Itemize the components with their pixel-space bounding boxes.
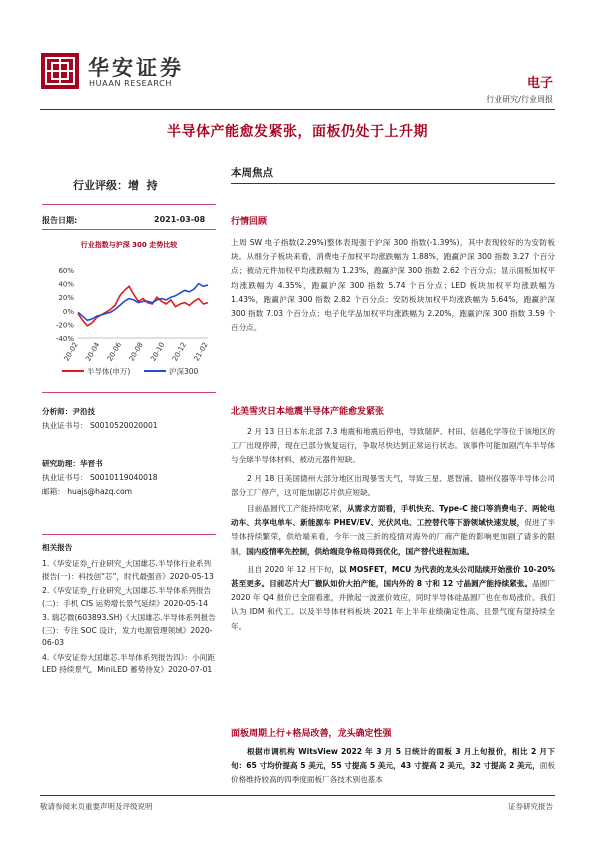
x-tick-label: 20-02 (62, 341, 80, 363)
y-tick-label: -20% (55, 321, 74, 330)
x-tick-label: 20-10 (149, 341, 167, 363)
logo (40, 52, 80, 90)
semiconductor-body (231, 425, 555, 634)
focus-title: 本周焦点 (231, 167, 273, 179)
industry-name: 电子 (526, 76, 553, 91)
x-tick-label: 20-06 (105, 341, 124, 363)
para-4-text-c: 晶圆厂 2020 年 Q4 报价已全面看涨，并掀起一波涨价效应，同时半导体硅晶圆厂也在布局涨价。我们认为 IDM 和代工、以及半导体材料板块 2021 年上半年业绩确定性高、且景气度有望持续全年。 (231, 579, 556, 631)
sidebar-rule-4 (42, 534, 216, 535)
y-tick-label: 40% (58, 280, 74, 289)
related-report-item[interactable]: 2.《华安证券_行业研究_大国雄芯.半导体系列报告(二)：手机 CIS 运势增长景气延续》2020-05-14 (42, 586, 212, 608)
logo-text-cn: 华安证券 (88, 55, 184, 80)
chart-title: 行业指数与沪深 300 走势比较 (80, 241, 178, 249)
sidebar-rule-2 (42, 229, 216, 230)
header-rule (40, 109, 555, 110)
sidebar-rule-1 (42, 204, 216, 205)
para-3-text-a: 目前晶圆代工产能持续吃紧， (247, 504, 347, 514)
y-tick-label: 20% (58, 294, 74, 303)
rating-value: 增 持 (128, 179, 158, 192)
para-3-bold-b: 从需求方面看，手机快充、Type-C 接口等消费电子、两轮电动车、共享电单车、新能源车 PHEV/EV、光伏风电、工控替代等下游领域快速发展， (231, 504, 556, 528)
legend-label: 半导体(申万) (87, 367, 131, 376)
x-tick-label: 21-02 (192, 341, 210, 363)
semiconductor-para-2: 2 月 18 日美国德州大部分地区出现暴雪天气，导致三星、恩智浦、德州仪器等半导体公司部分工厂停产，这可能加剧芯片供应短缺。 (231, 473, 555, 497)
related-report-item[interactable]: 3. 瑞芯微(603893.SH)《大国雄芯.半导体系列报告(三)：专注 SOC 设计，发力电源管理领域》2020-06-03 (42, 613, 216, 647)
para-3-text-c: 促进了半导体持续繁荣，供给端来看，今年一波三折的疫情对海外的厂商产能的影响更加剧了请多的限制， (231, 518, 555, 556)
panel-text: 面板价格维持较高的四季度面板厂各技术别也基本 (231, 761, 555, 785)
semiconductor-para-1: 2 月 13 日日本东北部 7.3 地震和地震后停电，导致瑞萨、村田、信越化学等位于该地区的工厂出现停滞，现在已部分恢复运行，争取尽快达到正常运行状态。该事件可能加剧汽车半导体与全球半导体材料、被动元器件短缺。 (231, 427, 555, 465)
y-tick-label: 0% (62, 307, 74, 316)
analyst-cert: 执业证书号： S0010520020001 (42, 421, 158, 430)
para-3-bold-d: 国内疫情率先控制，供给端竞争格局得到优化，国产替代进程加速。 (246, 546, 474, 556)
semiconductor-para-4 (231, 563, 555, 634)
market-review-text: 上周 SW 电子指数(2.29%)整体表现强于沪深 300 指数(-1.39%)，其中表现较好的为安防板块。从细分子板块来看，消费电子加权平均涨跌幅为 1.88%，跑赢沪深 300 指数 3.27 个百分点；被动元件加权平均涨跌幅为 1.23%，跑赢沪深 300 指数 2.62 个百分点；显示面板加权平均涨跌幅为 4.35%，跑赢沪深 300 指数 5.74 个百分点；LED 板块加权平均涨跌幅为 1.43%，跑赢沪深 300 指数 2.82 个百分点；安防板块加权平均涨跌幅为 5.64%，跑赢沪深 300 指数 7.03 个百分点；电子化学品加权平均涨跌幅为 2.20%，跑赢沪深 300 指数 3.59 个百分点。 (231, 238, 555, 333)
para-4-text-a: 且自 2020 年 12 月下旬， (247, 564, 339, 574)
section-title-market-review: 行情回顾 (231, 217, 268, 227)
logo-text-en: HUAAN RESEARCH (89, 79, 172, 88)
hs300-index-line (78, 284, 208, 321)
sidebar-rule-3 (42, 392, 216, 393)
panel-bold-text: 根据市调机构 WitsView 2022 年 3 月 5 日统计的面板 3 月上旬报价，相比 2 月下旬：65 寸均价提高 5 美元，55 寸提高 5 美元，43 寸提高 2 美元，32 寸提高 2 美元， (231, 747, 555, 771)
footer-rule (40, 795, 555, 796)
report-category: 行业研究/行业周报 (486, 95, 553, 104)
assistant-name: 研究助理：华晋书 (42, 459, 103, 468)
panel-para (231, 745, 555, 788)
section-title-semiconductor: 北美雪灾日本地震半导体产能愈发紧张 (231, 407, 385, 417)
para-4-bold-b: 以 MOSFET，MCU 为代表的龙头公司陆续开始涨价 10-20%甚至更多。目前芯片大厂撤队如价大拍产能，国内外的 8 寸和 12 寸晶圆产能持续紧张。 (231, 564, 555, 589)
footer-disclaimer: 敬请参阅末页重要声明及评级说明 (40, 802, 153, 811)
x-tick-label: 20-08 (127, 341, 145, 363)
date-label: 报告日期: (42, 216, 78, 225)
legend-label: 沪深300 (169, 367, 199, 376)
rating-label (73, 177, 158, 193)
assistant-cert: 执业证书号： S0010119040018 (42, 473, 158, 482)
analyst-name: 分析师：尹沿技 (42, 407, 96, 416)
related-reports-list (42, 558, 216, 677)
y-tick-label: 60% (58, 267, 74, 275)
related-report-item[interactable]: 1.《华安证券_行业研究_大国雄芯.半导体行业系列报告(一)：科技创“芯”，时代最强音》2020-05-13 (42, 559, 214, 581)
section-title-panel: 面板周期上行+格局改善，龙头确定性强 (231, 729, 392, 739)
semiconductor-para-3 (231, 502, 555, 559)
rating-label-text: 行业评级： (73, 179, 128, 192)
x-tick-label: 20-04 (84, 341, 102, 363)
footer-report-type: 证券研究报告 (508, 802, 553, 811)
x-tick-label: 20-12 (170, 341, 189, 363)
focus-rule (231, 183, 555, 184)
related-report-item[interactable]: 4.《华安证券大国雄芯.半导体系列报告四》：小间距 LED 持续景气，MiniLED 蓄势待发》2020-07-01 (42, 652, 215, 674)
report-title: 半导体产能愈发紧张，面板仍处于上升期 (167, 124, 428, 140)
assistant-email: 邮箱： huajs@hazq.com (42, 487, 133, 496)
date-value: 2021-03-08 (154, 215, 206, 224)
y-tick-label: -40% (55, 335, 74, 343)
related-reports-title: 相关报告 (42, 543, 73, 552)
index-comparison-chart (42, 258, 216, 384)
